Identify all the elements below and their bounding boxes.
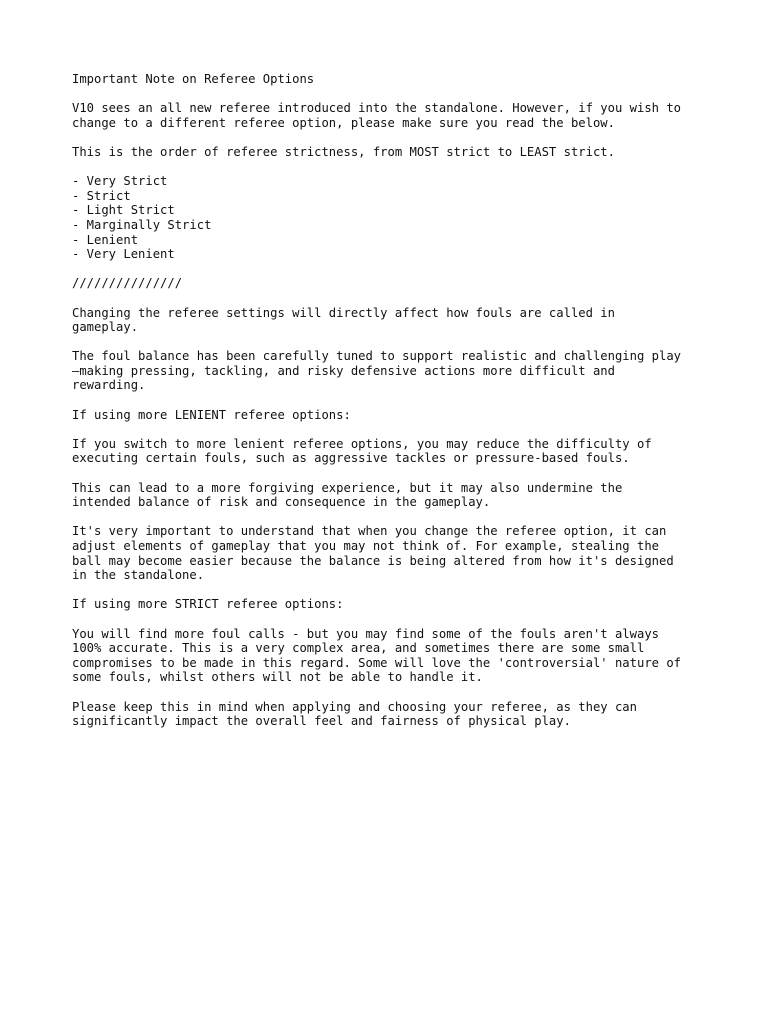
list-item: - Light Strict xyxy=(72,203,175,218)
list-item: - Very Lenient xyxy=(72,247,175,262)
text-line: rewarding. xyxy=(72,378,146,393)
balance-paragraph xyxy=(72,349,712,393)
strict-heading: If using more STRICT referee options: xyxy=(72,597,344,612)
text-line: The foul balance has been carefully tuned to support realistic and challenging play xyxy=(72,349,682,364)
closing-paragraph xyxy=(72,700,712,729)
spacer xyxy=(72,612,712,627)
spacer xyxy=(72,583,712,598)
text-line: 100% accurate. This is a very complex area, and sometimes there are some small xyxy=(72,641,645,656)
list-item: - Marginally Strict xyxy=(72,217,212,232)
lenient-paragraph-3 xyxy=(72,524,712,582)
spacer xyxy=(72,291,712,306)
strict-paragraph xyxy=(72,627,712,685)
text-line: —making pressing, tackling, and risky defensive actions more difficult and xyxy=(72,363,615,378)
spacer xyxy=(72,130,712,145)
document-title: Important Note on Referee Options xyxy=(72,72,315,86)
text-line: If you switch to more lenient referee options, you may reduce the difficulty of xyxy=(72,436,652,451)
text-line: compromises to be made in this regard. Some will love the 'controversial' nature of xyxy=(72,655,682,670)
list-item: - Strict xyxy=(72,188,131,203)
text-line: Please keep this in mind when applying and choosing your referee, as they can xyxy=(72,699,637,714)
text-line: in the standalone. xyxy=(72,568,205,583)
spacer xyxy=(72,422,712,437)
text-line: intended balance of risk and consequence in the gameplay. xyxy=(72,495,491,510)
lenient-paragraph-1 xyxy=(72,437,712,466)
lenient-paragraph-2 xyxy=(72,481,712,510)
text-line: gameplay. xyxy=(72,320,139,335)
spacer xyxy=(72,510,712,525)
text-line: It's very important to understand that when you change the referee option, it can xyxy=(72,524,667,539)
spacer xyxy=(72,87,712,102)
text-line: some fouls, whilst others will not be able to handle it. xyxy=(72,670,483,685)
effect-paragraph xyxy=(72,306,712,335)
order-statement: This is the order of referee strictness, from MOST strict to LEAST strict. xyxy=(72,144,615,159)
section-divider: /////////////// xyxy=(72,276,183,291)
text-line: change to a different referee option, please make sure you read the below. xyxy=(72,115,615,130)
intro-paragraph xyxy=(72,101,712,130)
text-line: executing certain fouls, such as aggressive tackles or pressure-based fouls. xyxy=(72,451,630,466)
text-line: adjust elements of gameplay that you may not think of. For example, stealing the xyxy=(72,539,659,553)
text-line: You will find more foul calls - but you may find some of the fouls aren't always xyxy=(72,626,659,641)
spacer xyxy=(72,466,712,481)
list-item: - Lenient xyxy=(72,232,139,247)
spacer xyxy=(72,335,712,350)
list-item: - Very Strict xyxy=(72,174,168,189)
text-line: ball may become easier because the balance is being altered from how it's designed xyxy=(72,553,674,568)
spacer xyxy=(72,393,712,408)
lenient-heading: If using more LENIENT referee options: xyxy=(72,407,351,422)
spacer xyxy=(72,685,712,700)
text-line: Changing the referee settings will directly affect how fouls are called in xyxy=(72,305,615,320)
text-line: This can lead to a more forgiving experience, but it may also undermine the xyxy=(72,480,623,495)
document-page xyxy=(72,72,712,729)
strictness-list xyxy=(72,174,712,262)
text-line: significantly impact the overall feel and fairness of physical play. xyxy=(72,714,571,729)
spacer xyxy=(72,262,712,277)
spacer xyxy=(72,160,712,175)
text-line: V10 sees an all new referee introduced into the standalone. However, if you wish to xyxy=(72,101,682,116)
